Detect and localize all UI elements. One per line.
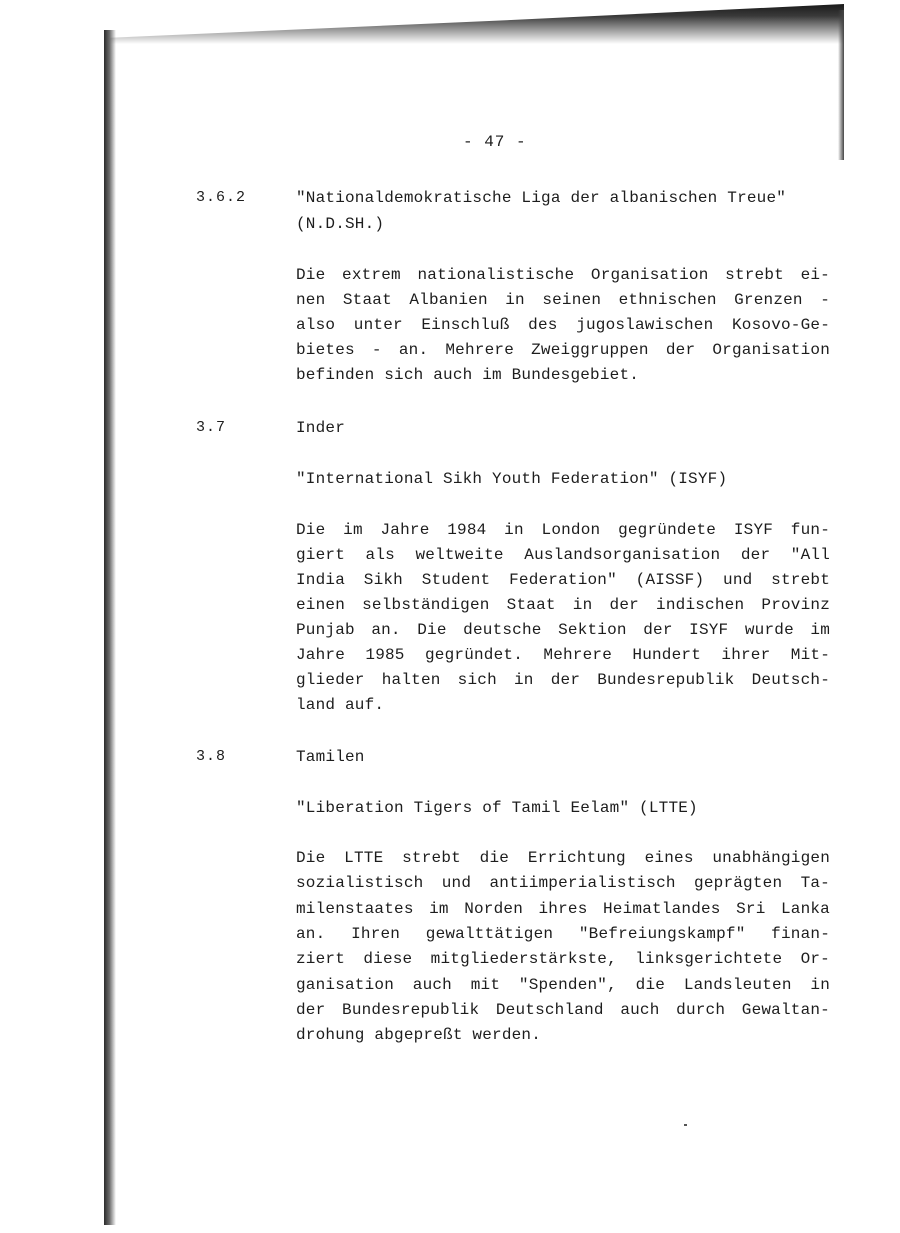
paragraph-line: Die LTTE strebt die Errichtung eines unabhängigen bbox=[296, 849, 830, 867]
section-heading: Inder bbox=[296, 419, 346, 437]
paragraph-line: sozialistisch und antiimperialistisch geprägten Ta- bbox=[296, 874, 830, 892]
section-subheading: "Liberation Tigers of Tamil Eelam" (LTTE) bbox=[296, 799, 698, 817]
paragraph-line: Die extrem nationalistische Organisation strebt ei- bbox=[296, 266, 830, 284]
paragraph-line: glieder halten sich in der Bundesrepublik Deutsch- bbox=[296, 671, 830, 689]
paragraph-line: bietes - an. Mehrere Zweiggruppen der Organisation bbox=[296, 341, 830, 359]
section-heading: Tamilen bbox=[296, 748, 365, 766]
paragraph-line: ziert diese mitgliederstärkste, linksgerichtete Or- bbox=[296, 950, 830, 968]
paragraph-line: nen Staat Albanien in seinen ethnischen Grenzen - bbox=[296, 291, 830, 309]
scan-shadow-top bbox=[104, 4, 844, 44]
paragraph-line: Punjab an. Die deutsche Sektion der ISYF wurde im bbox=[296, 621, 830, 639]
paragraph-line: Die im Jahre 1984 in London gegründete ISYF fun- bbox=[296, 521, 830, 539]
paragraph-line: also unter Einschluß des jugoslawischen Kosovo-Ge- bbox=[296, 316, 830, 334]
page-number: - 47 - bbox=[463, 133, 527, 151]
paragraph-line: milenstaates im Norden ihres Heimatlandes Sri Lanka bbox=[296, 900, 830, 918]
section-subheading: "International Sikh Youth Federation" (ISYF) bbox=[296, 470, 728, 488]
section-title-abbreviation: (N.D.SH.) bbox=[296, 215, 385, 233]
paragraph-line: an. Ihren gewalttätigen "Befreiungskampf" finan- bbox=[296, 925, 830, 943]
paragraph-line: einen selbständigen Staat in der indischen Provinz bbox=[296, 596, 830, 614]
scan-shadow-right bbox=[838, 10, 844, 160]
paragraph-line: drohung abgepreßt werden. bbox=[296, 1026, 542, 1044]
section-number-3-8: 3.8 bbox=[196, 748, 227, 765]
scan-shadow-left bbox=[104, 30, 116, 1225]
paragraph-line: Jahre 1985 gegründet. Mehrere Hundert ihrer Mit- bbox=[296, 646, 830, 664]
paragraph-line: land auf. bbox=[296, 696, 385, 714]
paragraph-line: India Sikh Student Federation" (AISSF) und strebt bbox=[296, 571, 830, 589]
paragraph-line: der Bundesrepublik Deutschland auch durch Gewaltan- bbox=[296, 1001, 830, 1019]
section-title: "Nationaldemokratische Liga der albanischen Treue" bbox=[296, 189, 787, 207]
paragraph-line: ganisation auch mit "Spenden", die Landsleuten in bbox=[296, 976, 830, 994]
section-number-3-7: 3.7 bbox=[196, 419, 227, 436]
section-number-3-6-2: 3.6.2 bbox=[196, 189, 247, 206]
paragraph-line: giert als weltweite Auslandsorganisation der "All bbox=[296, 546, 830, 564]
paragraph-line: befinden sich auch im Bundesgebiet. bbox=[296, 366, 640, 384]
scan-speck bbox=[684, 1124, 687, 1126]
